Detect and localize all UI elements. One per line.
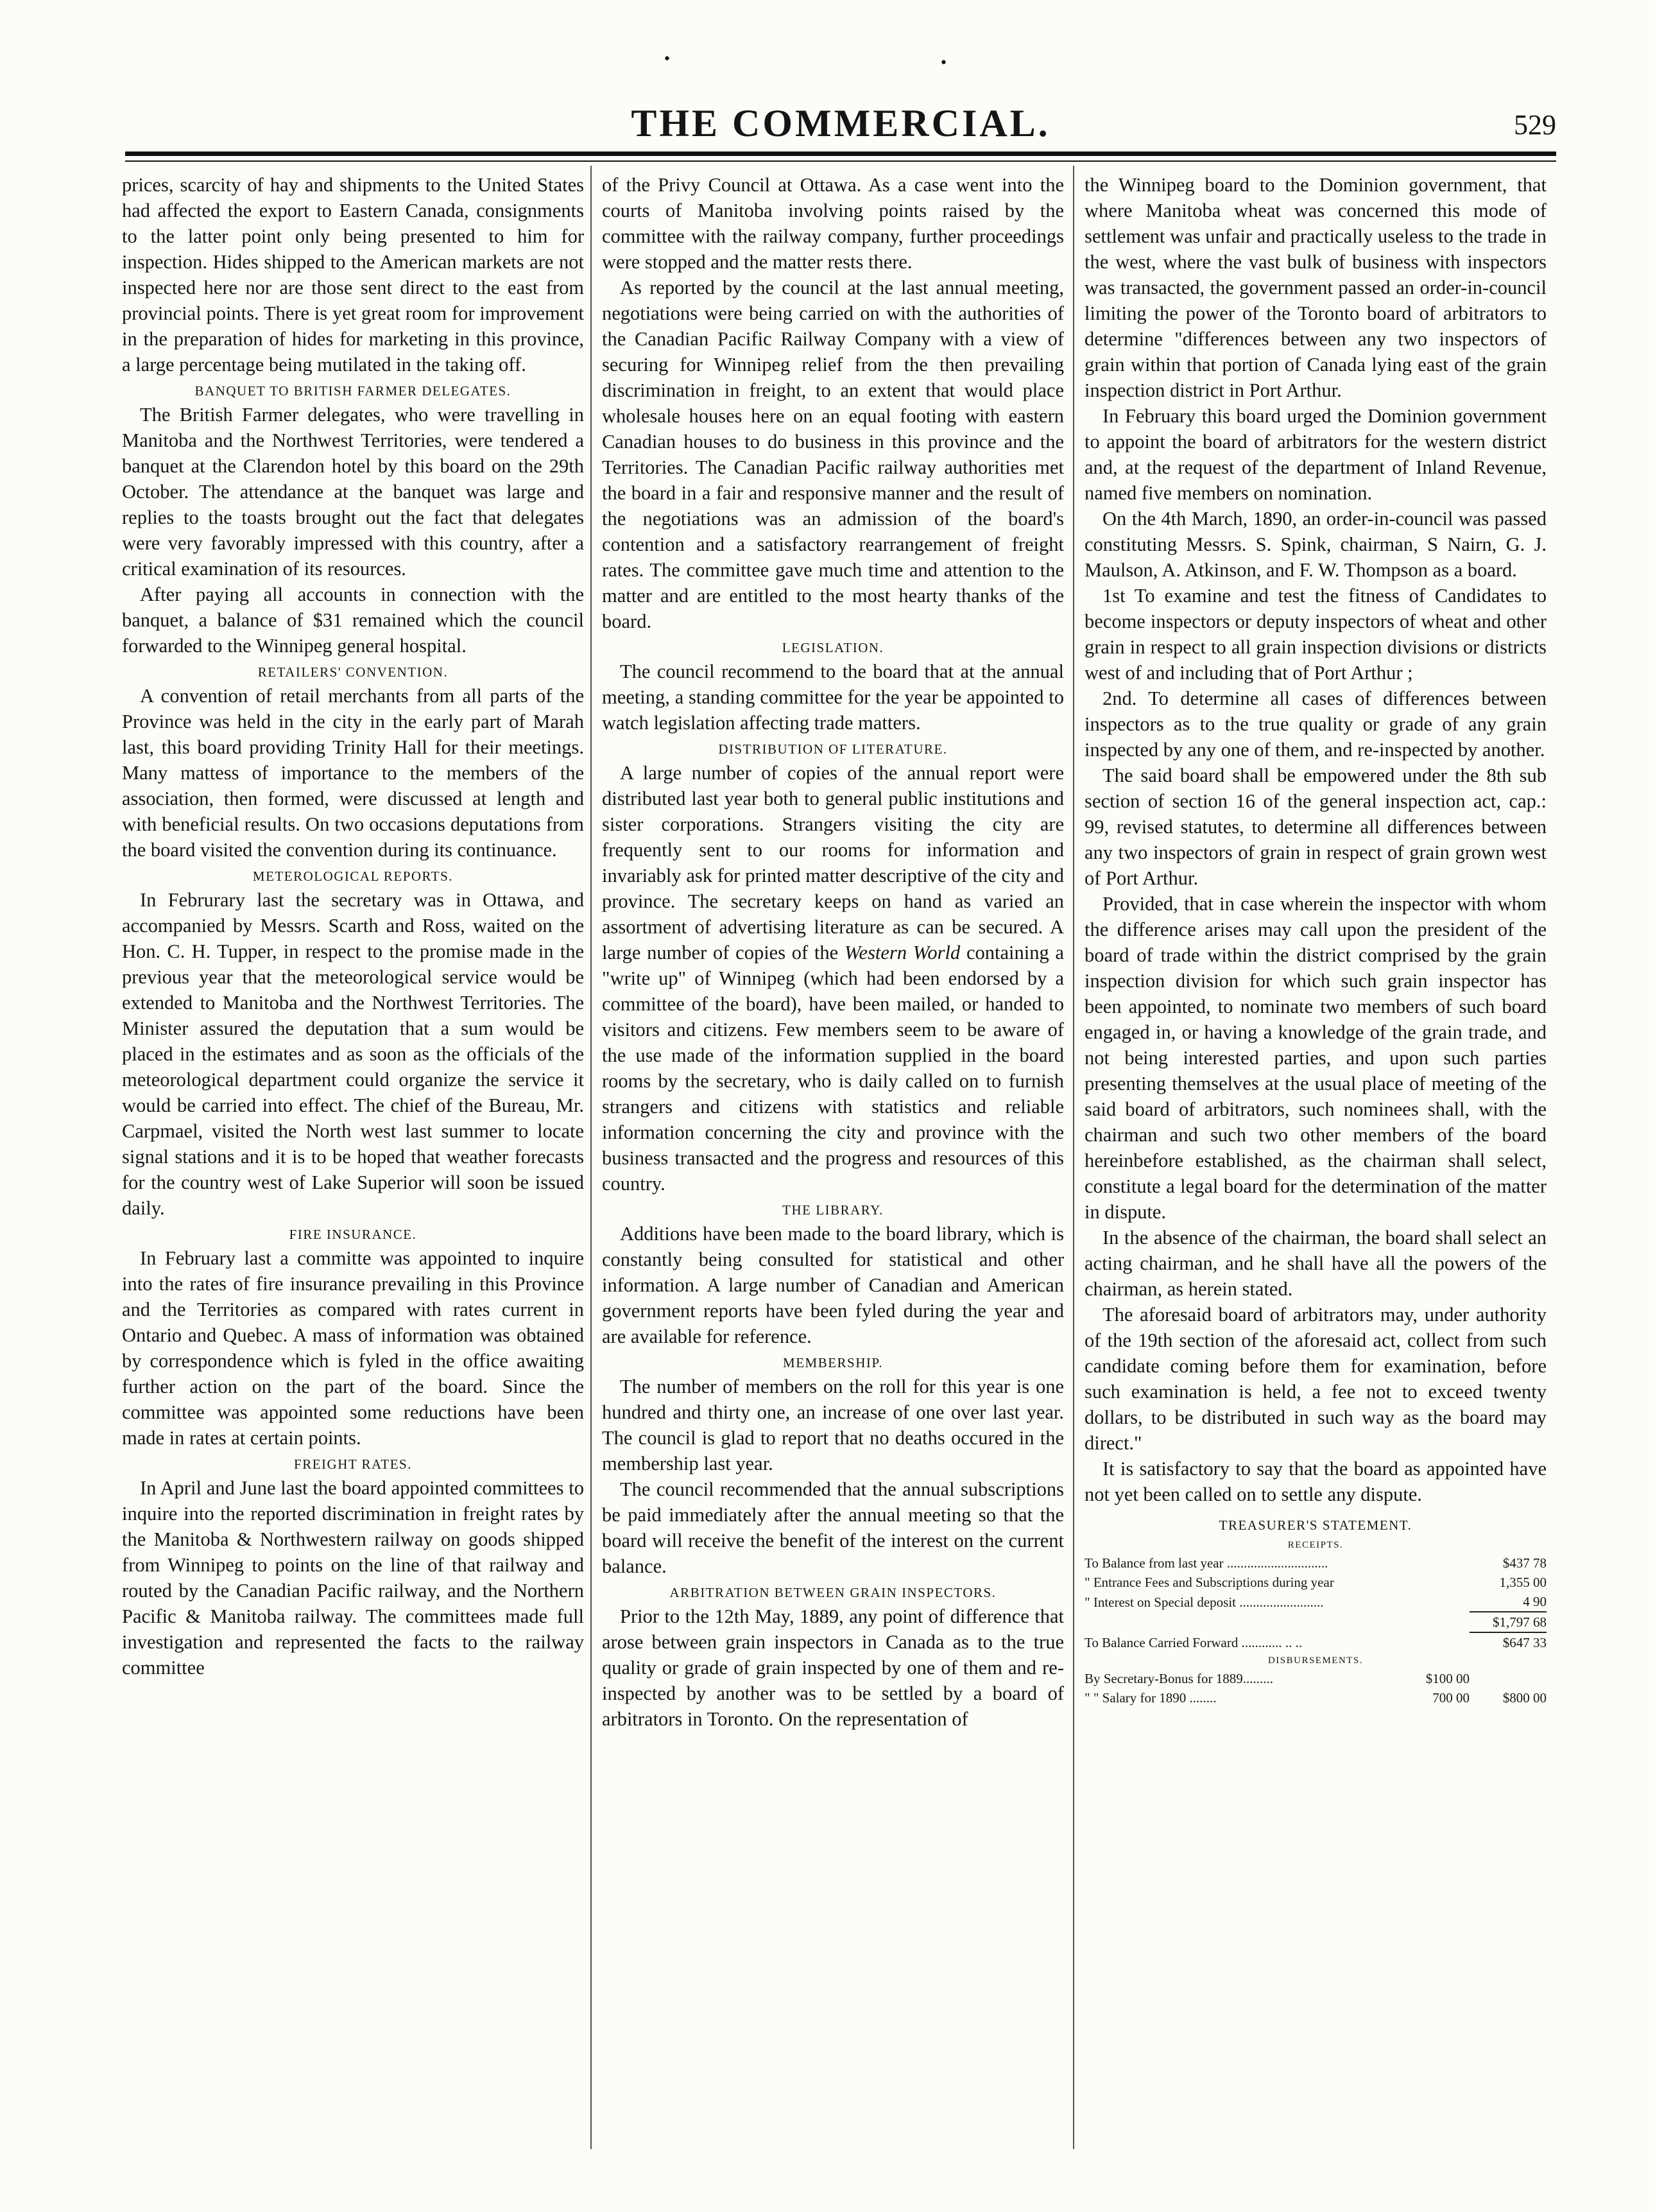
ledger-amount: $100 00 [1425, 1671, 1470, 1686]
paragraph-text: containing a "write up" of Winnipeg (which had been endorsed by a committee of the board), have been mailed, or handed to visitors and citizens. Few members seem to be aware of the use made of the information supplied in the board rooms by the secretary, who is daily called on to furnish strangers and citizens with statistics and reliable information concerning the city and province with the business transacted and the progress and resources of this country. [602, 942, 1064, 1195]
receipts-total: $1,797 68 [1470, 1612, 1547, 1632]
masthead [125, 98, 1556, 150]
paragraph: In April and June last the board appointed committees to inquire into the reported discrimination in freight rates by the Manitoba & Northwestern railway on goods shipped from Winnipeg to points on the line of that railway and routed by the Canadian Pacific railway, and the Northern Pacific & Manitoba railway. The committees made full investigation and represented the facts to the railway committee [122, 1477, 584, 1679]
ledger-amount: 1,355 00 [1499, 1575, 1547, 1590]
section-heading: ARBITRATION BETWEEN GRAIN INSPECTORS. [669, 1585, 997, 1600]
disbursement-row [1085, 1688, 1547, 1707]
paragraph: Additions have been made to the board library, which is constantly being consulted for statistical and other information. A large number of Canadian and American government reports have been fyled during the year and are available for reference. [602, 1223, 1064, 1347]
paragraph: As reported by the council at the last annual meeting, negotiations were being carried on with the authorities of the Canadian Pacific Railway Company with a view of securing for Winnipeg relief from the then prevailing discrimination in freight, to an extent that would place wholesale houses here on an equal footing with eastern Canadian houses to do business in this province and the Territories. The Canadian Pacific railway authorities met the board in a fair and responsive manner and the result of the negotiations was an admission of the board's contention and a satisfactory rearrangement of freight rates. The committee gave much time and attention to the matter and are entitled to the most hearty thanks of the board. [602, 277, 1064, 632]
treasurer-statement-title: TREASURER'S STATEMENT. [1219, 1517, 1412, 1533]
receipt-row [1085, 1553, 1547, 1573]
ledger-label: " " Salary for 1890 ........ [1085, 1690, 1217, 1706]
paragraph: the Winnipeg board to the Dominion government, that where Manitoba wheat was concerned this mode of settlement was unfair and practically useless to the trade in the west, where the vast bulk of business with inspectors was transacted, the government passed an order-in-council limiting the power of the Toronto board of arbitrators to determine "differences between any two inspectors of grain within that portion of Canada lying east of the grain inspection district in Port Arthur. [1085, 174, 1547, 401]
column-divider [1073, 166, 1074, 2149]
paragraph: The council recommend to the board that at the annual meeting, a standing committee for the year be appointed to watch legislation affecting trade matters. [602, 661, 1064, 734]
carried-forward-row [1085, 1632, 1547, 1652]
column-1 [122, 172, 584, 2149]
paragraph: In Februrary last the secretary was in Ottawa, and accompanied by Messrs. Scarth and Ross, waited on the Hon. C. H. Tupper, in respect to the promise made in the previous year that the meteorological service would be extended to Manitoba and the Northwest Territories. The Minister assured the deputation that a sum would be placed in the estimates and as soon as the officials of the meteorological department could organize the service it would be carried into effect. The chief of the Bureau, Mr. Carpmael, visited the North west last summer to locate signal stations and it is to be hoped that weather forecasts for the country west of Lake Superior will soon be issued daily. [122, 889, 584, 1219]
paragraph: A convention of retail merchants from all parts of the Province was held in the city in the early part of Marah last, this board providing Trinity Hall for their meetings. Many mattess of importance to the members of the association, then formed, were discussed at length and with beneficial results. On two occasions deputations from the board visited the convention during its continuance. [122, 685, 584, 861]
paragraph: On the 4th March, 1890, an order-in-council was passed constituting Messrs. S. Spink, chairman, S Nairn, G. J. Maulson, A. Atkinson, and F. W. Thompson as a board. [1085, 508, 1547, 581]
receipts-total-row [1085, 1612, 1547, 1632]
publication-title: THE COMMERCIAL. [631, 102, 1050, 144]
section-heading: RETAILERS' CONVENTION. [257, 664, 449, 680]
paragraph: 2nd. To determine all cases of differences between inspectors as to the true quality or grade of any grain inspected by any one of them, and re-inspected by another. [1085, 687, 1547, 761]
paragraph: The said board shall be empowered under the 8th sub section of section 16 of the general inspection act, cap.: 99, revised statutes, to determine all differences between any two inspectors of grain in respect of grain grown west of Port Arthur. [1085, 765, 1547, 889]
receipts-table [1085, 1553, 1547, 1652]
paragraph: The council recommended that the annual subscriptions be paid immediately after the annual meeting so that the board will receive the benefit of the interest on the current balance. [602, 1478, 1064, 1577]
ledger-label: By Secretary-Bonus for 1889......... [1085, 1671, 1273, 1686]
ledger-total: $800 00 [1502, 1690, 1547, 1706]
page-number: 529 [1514, 109, 1556, 141]
paragraph: The aforesaid board of arbitrators may, under authority of the 19th section of the aforesaid act, collect from such candidate coming before them for examination, before such examination is held, a fee not to exceed twenty dollars, to be distributed in such way as the board may direct." [1085, 1304, 1547, 1454]
section-heading: DISTRIBUTION OF LITERATURE. [718, 741, 948, 757]
section-heading: METEROLOGICAL REPORTS. [252, 868, 454, 884]
ledger-amount: 4 90 [1523, 1594, 1547, 1609]
paragraph [602, 760, 1064, 1197]
column-3 [1085, 172, 1547, 2149]
paragraph: The British Farmer delegates, who were travelling in Manitoba and the Northwest Territories, were tendered a banquet at the Clarendon hotel by this board on the 29th October. The attendance at the banquet was large and replies to the toasts brought out the fact that delegates were very favorably impressed with this country, after a critical examination of its resources. [122, 404, 584, 580]
print-mark: • [663, 51, 671, 67]
receipts-heading: RECEIPTS. [1287, 1540, 1344, 1550]
section-heading: BANQUET TO BRITISH FARMER DELEGATES. [194, 383, 511, 399]
ledger-amount: $647 33 [1502, 1635, 1547, 1650]
ledger-amount: $437 78 [1502, 1555, 1547, 1571]
ledger-label: To Balance from last year .............................. [1085, 1555, 1328, 1571]
section-heading: FREIGHT RATES. [294, 1456, 412, 1472]
section-heading: FIRE INSURANCE. [289, 1227, 417, 1242]
paragraph: of the Privy Council at Ottawa. As a case went into the courts of Manitoba involving points raised by the committee with the railway company, further proceedings were stopped and the matter rests there. [602, 174, 1064, 273]
paragraph: The number of members on the roll for this year is one hundred and thirty one, an increase of one over last year. The council is glad to report that no deaths occured in the membership last year. [602, 1376, 1064, 1474]
paragraph: In February last a committe was appointed to inquire into the rates of fire insurance prevailing in this Province and the Territories as compared with rates current in Ontario and Quebec. A mass of information was obtained by correspondence which is fyled in the office awaiting further action on the part of the board. Since the committee was appointed some reductions have been made in rates at certain points. [122, 1247, 584, 1449]
header-rule-thin [125, 160, 1556, 162]
disbursements-heading: DISBURSEMENTS. [1267, 1655, 1364, 1666]
ledger-total [1470, 1669, 1547, 1688]
paragraph: After paying all accounts in connection with the banquet, a balance of $31 remained which the council forwarded to the Winnipeg general hospital. [122, 583, 584, 657]
section-heading: THE LIBRARY. [782, 1202, 884, 1218]
paragraph: In the absence of the chairman, the board shall select an acting chairman, and he shall have all the powers of the chairman, as herein stated. [1085, 1227, 1547, 1300]
publication-name: Western World [844, 942, 961, 963]
receipt-row [1085, 1592, 1547, 1612]
paragraph: Provided, that in case wherein the inspector with whom the difference arises may call upon the president of the board of trade within the district comprised by the grain inspection division for which such grain inspector has been appointed, to nominate two members of such board engaged in, or having a knowledge of the grain trade, and not being interested parties, and upon such parties presenting themselves at the usual place of meeting of the said board of arbitrators, such nominees shall, with the chairman and such two other members of the board hereinbefore established, as the chairman shall select, constitute a legal board for the determination of the matter in dispute. [1085, 893, 1547, 1223]
paragraph: prices, scarcity of hay and shipments to the United States had affected the export to Eastern Canada, consignments to the latter point only being presented to him for inspection. Hides shipped to the American markets are not inspected here nor are those sent direct to the east from provincial points. There is yet great room for improvement in the preparation of hides for marketing in this province, a large percentage being mutilated in the taking off. [122, 174, 584, 376]
ledger-label: To Balance Carried Forward ............ .. .. [1085, 1635, 1303, 1650]
section-heading: MEMBERSHIP. [783, 1355, 883, 1370]
column-2 [602, 172, 1064, 2149]
receipt-row [1085, 1573, 1547, 1592]
column-divider [590, 166, 592, 2149]
paragraph: Prior to the 12th May, 1889, any point of difference that arose between grain inspectors in Canada as to the true quality or grade of grain inspected by one of them and re-inspected by another was to be settled by a board of arbitrators in Toronto. On the representation of [602, 1605, 1064, 1730]
ledger-amount: 700 00 [1432, 1690, 1470, 1706]
paragraph-text: A large number of copies of the annual report were distributed last year both to general public institutions and sister corporations. Strangers visiting the city are frequently sent to our rooms for information and invariably ask for printed matter descriptive of the city and province. The secretary keeps on hand as varied an assortment of advertising literature as can be secured. A large number of copies of the [602, 762, 1064, 963]
ledger-label: " Entrance Fees and Subscriptions during year [1085, 1575, 1334, 1590]
disbursements-table [1085, 1669, 1547, 1707]
section-heading: LEGISLATION. [782, 640, 884, 655]
print-mark: • [939, 55, 948, 71]
ledger-label: " Interest on Special deposit ......................... [1085, 1594, 1324, 1610]
paragraph: 1st To examine and test the fitness of Candidates to become inspectors or deputy inspectors of wheat and other grain in respect to all grain inspection divisions or districts west of and including that of Port Arthur ; [1085, 585, 1547, 684]
disbursement-row [1085, 1669, 1547, 1688]
header-rule-thick [125, 151, 1556, 156]
paragraph: It is satisfactory to say that the board as appointed have not yet been called on to settle any dispute. [1085, 1458, 1547, 1505]
paragraph: In February this board urged the Dominion government to appoint the board of arbitrators for the western district and, at the request of the department of Inland Revenue, named five members on nomination. [1085, 405, 1547, 504]
